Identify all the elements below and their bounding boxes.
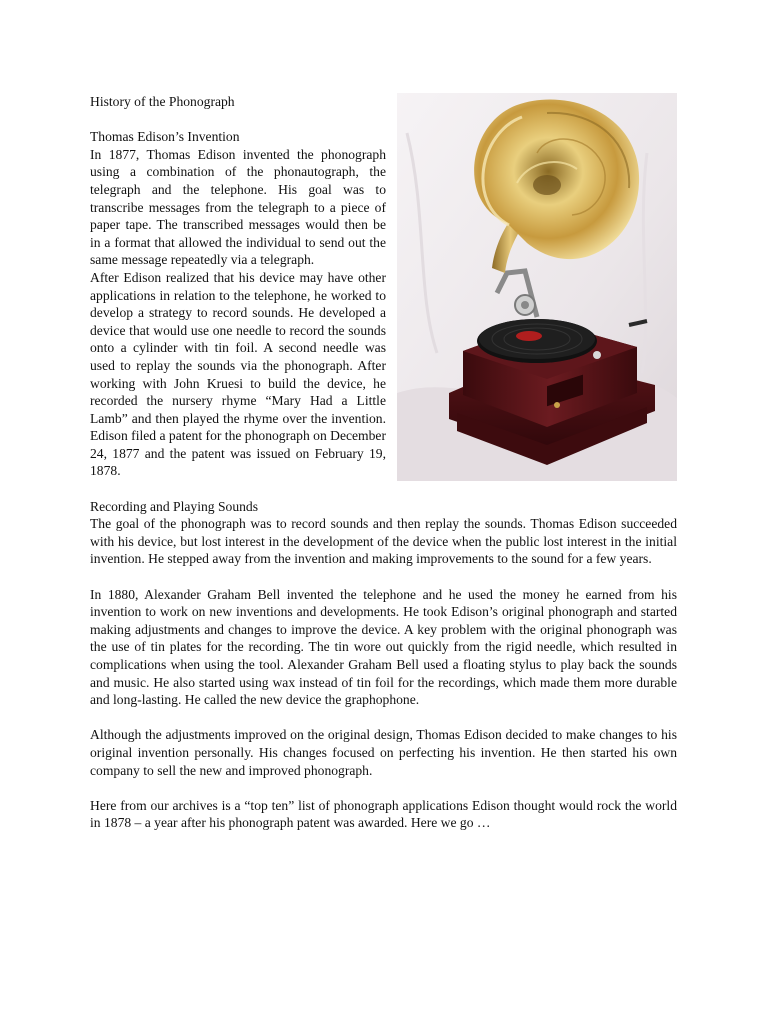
page-title: History of the Phonograph [90,94,235,109]
section-heading-recording: Recording and Playing Sounds [90,498,259,514]
section-heading-edison-invention: Thomas Edison’s Invention [90,129,240,145]
paragraph-edison-patent: After Edison realized that his device may have other applications in relation to the telephone, he worked to develop a strategy to record sounds. He developed a device that would use one needle to record the sounds onto a cylinder with tin foil. A second needle was used to replay the sounds via the phonograph. After working with John Kruesi to build the device, he recorded the nursery rhyme “Mary Had a Little Lamb” and then played the rhyme over the invention. Edison filed a patent for the phonograph on December 24, 1877 and the patent was issued on February 19, 1878. [90,269,386,479]
document-page [90,93,677,832]
paragraph-top-ten-intro: Here from our archives is a “top ten” list of phonograph applications Edison thought would rock the world in 1878 – a year after his phonograph patent was awarded. Here we go … [90,797,677,831]
paragraph-bell-graphophone: In 1880, Alexander Graham Bell invented the telephone and he used the money he earned from his invention to work on new inventions and developments. He took Edison’s original phonograph and started making adjustments and changes to improve the device. A key problem with the original phonograph was the use of tin plates for the recording. The tin wore out quickly from the rigid needle, which resulted in complications when using the tool. Alexander Graham Bell used a floating stylus to play back the sounds and music. He also started using wax instead of tin foil for the recordings, which made them more durable and long-lasting. He called the new device the graphophone. [90,586,677,708]
paragraph-edison-company: Although the adjustments improved on the original design, Thomas Edison decided to make changes to his original invention personally. His changes focused on perfecting his invention. He then started his own company to sell the new and improved phonograph. [90,727,677,778]
phonograph-photo [397,93,677,481]
gramophone-illustration [397,93,677,481]
paragraph-edison-1877: In 1877, Thomas Edison invented the phonograph using a combination of the phonautograph, the telegraph and the telephone. His goal was to transcribe messages from the telegraph to a piece of paper tape. The transcribed messages would then be in a format that allowed the individual to send out the same message repeatedly via a telegraph. [90,146,386,268]
paragraph-recording-goal: The goal of the phonograph was to record sounds and then replay the sounds. Thomas Edison succeeded with his device, but lost interest in the development of the device when the public lost interest in the initial invention. He stepped away from the invention and making improvements to the sound for a few years. [90,516,677,567]
